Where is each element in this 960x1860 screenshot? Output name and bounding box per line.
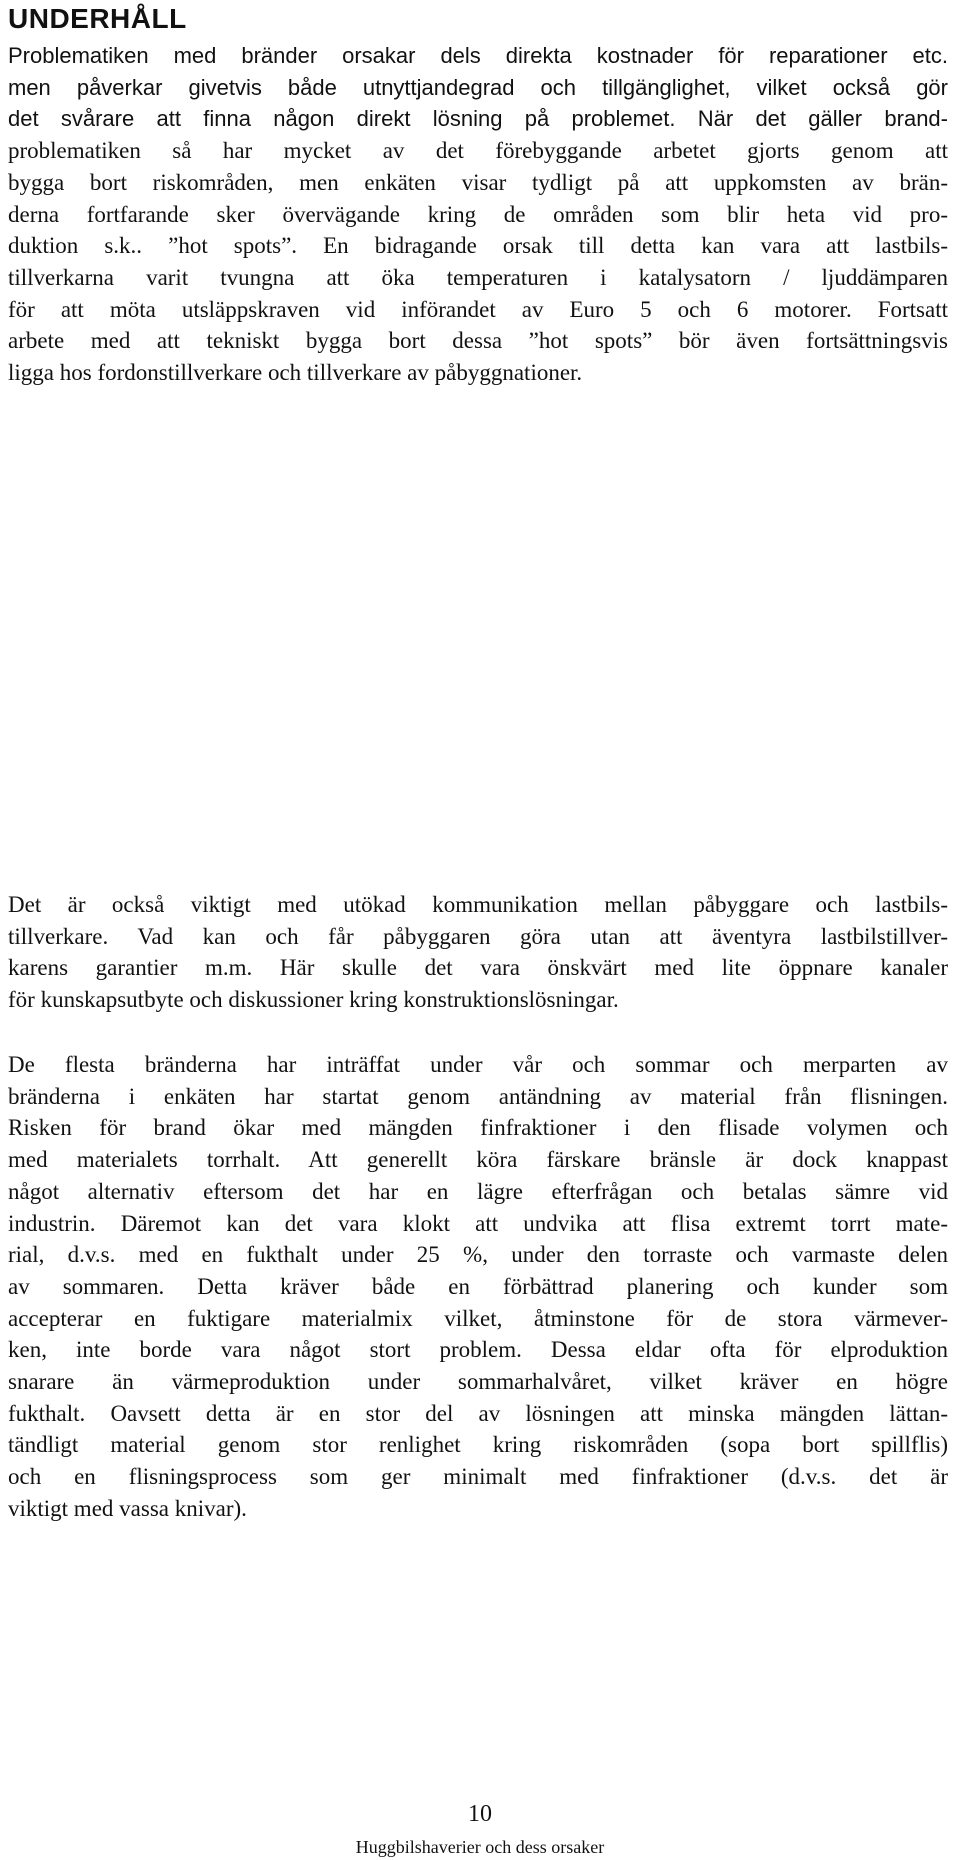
text-line: duktion s.k.. ”hot spots”. En bidragande orsak till detta kan vara att lastbils- — [8, 233, 948, 259]
text-line: Det är också viktigt med utökad kommunikation mellan påbyggare och lastbils- — [8, 892, 948, 917]
text-line: med materialets torrhalt. Att generellt köra färskare bränsle är dock knappast — [8, 1147, 948, 1173]
text-line: tillverkare. Vad kan och får påbyggaren göra utan att äventyra lastbilstillver- — [8, 923, 948, 949]
text-line: viktigt med vassa knivar). — [8, 1495, 247, 1521]
text-line: bygga bort riskområden, men enkäten visar tydligt på att uppkomsten av brän- — [8, 169, 948, 195]
text-line: tillverkarna varit tvungna att öka temperaturen i katalysatorn / ljuddämparen — [8, 264, 948, 290]
text-line: karens garantier m.m. Här skulle det vara önskvärt med lite öppnare kanaler — [8, 955, 948, 981]
text-line: accepterar en fuktigare materialmix vilket, åtminstone för de stora värmever- — [8, 1305, 948, 1331]
paragraph-1 — [8, 40, 948, 389]
text-line: derna fortfarande sker övervägande kring de områden som blir heta vid pro- — [8, 201, 948, 227]
text-line: problematiken så har mycket av det förebyggande arbetet gjorts genom att — [8, 138, 948, 164]
text-line: tändligt material genom stor renlighet kring riskområden (sopa bort spillflis) — [8, 1432, 948, 1458]
page-number: 10 — [468, 1801, 492, 1827]
text-line: rial, d.v.s. med en fukthalt under 25 %, under den torraste och varmaste delen — [8, 1242, 948, 1268]
text-line: för kunskapsutbyte och diskussioner kring konstruktionslösningar. — [8, 987, 619, 1013]
text-line: ken, inte borde vara något stort problem. Dessa eldar ofta för elproduktion — [8, 1337, 948, 1363]
section-heading: UNDERHÅLL — [8, 3, 187, 34]
paragraph-2 — [8, 889, 948, 1016]
text-line: av sommaren. Detta kräver både en förbättrad planering och kunder som — [8, 1273, 948, 1299]
text-line: industrin. Däremot kan det vara klokt att undvika att flisa extremt torrt mate- — [8, 1210, 948, 1236]
paragraph-3 — [8, 1049, 948, 1525]
text-line: något alternativ eftersom det har en lägre efterfrågan och betalas sämre vid — [8, 1178, 948, 1204]
text-line: fukthalt. Oavsett detta är en stor del av lösningen att minska mängden lättan- — [8, 1400, 948, 1426]
text-line — [8, 103, 948, 135]
text-line: ligga hos fordonstillverkare och tillverkare av påbyggnationer. — [8, 360, 583, 386]
text-line: snarare än värmeproduktion under sommarhalvåret, vilket kräver en högre — [8, 1369, 948, 1395]
text-line: Problematiken med bränder orsakar dels direkta kostnader för reparationer etc. — [8, 43, 948, 68]
text-line: arbete med att tekniskt bygga bort dessa ”hot spots” bör även fortsättningsvis — [8, 328, 948, 354]
running-footer-title: Huggbilshaverier och dess orsaker — [355, 1837, 605, 1857]
text-line: De flesta bränderna har inträffat under vår och sommar och merparten av — [8, 1052, 948, 1077]
text-line: bränderna i enkäten har startat genom antändning av material från flisningen. — [8, 1083, 948, 1109]
text-line: men påverkar givetvis både utnyttjandegrad och tillgänglighet, vilket också gör — [8, 74, 948, 100]
text-line: Risken för brand ökar med mängden finfraktioner i den flisade volymen och — [8, 1115, 948, 1141]
text-line: för att möta utsläppskraven vid införandet av Euro 5 och 6 motorer. Fortsatt — [8, 296, 948, 322]
text-line-part: det svårare att finna någon direkt lösning på problemet. När det gäller brand- — [8, 106, 948, 132]
text-line: och en flisningsprocess som ger minimalt med finfraktioner (d.v.s. det är — [8, 1464, 948, 1490]
